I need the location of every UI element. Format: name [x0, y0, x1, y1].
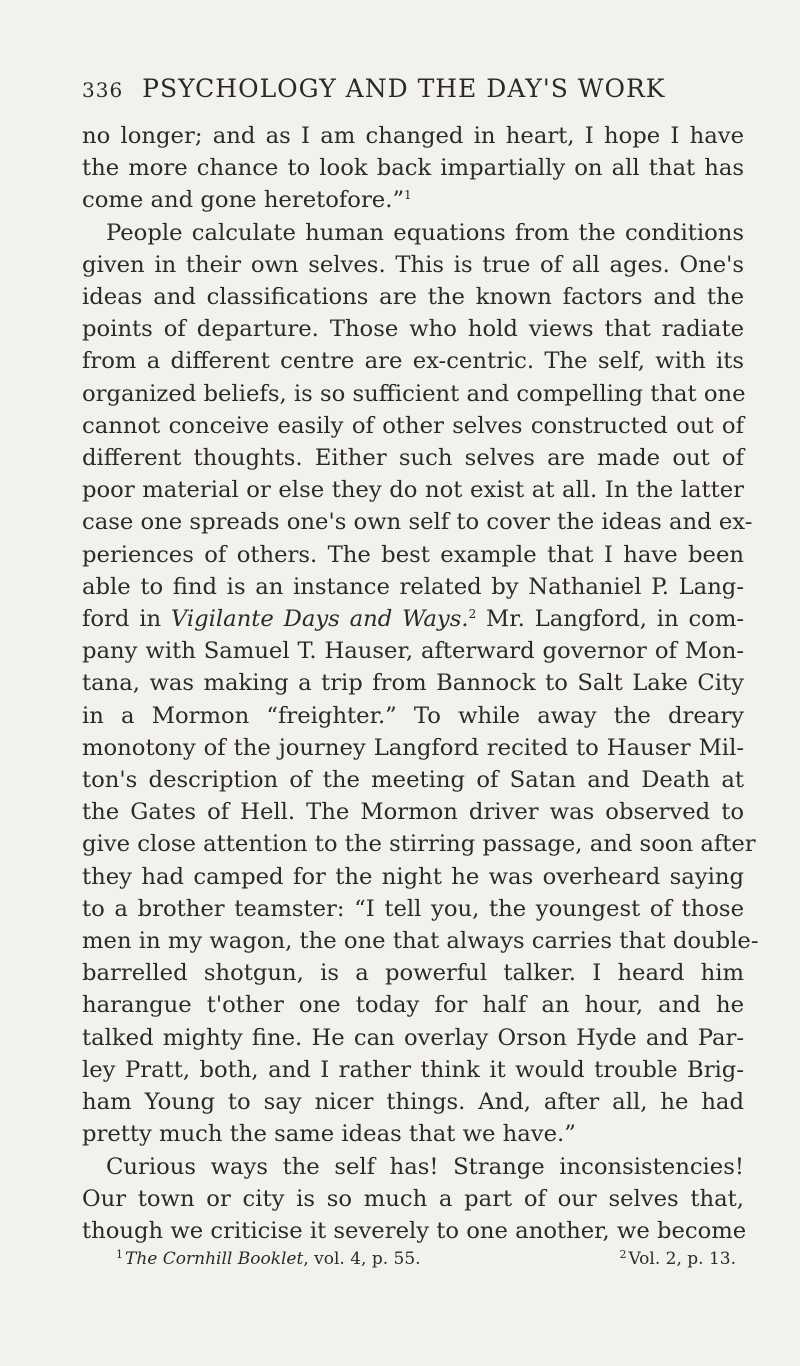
footnotes [82, 1247, 744, 1271]
text-line: different thoughts. Either such selves are made out of [82, 445, 744, 472]
text-line: able to find is an instance related by Nathaniel P. Lang- [82, 573, 744, 600]
text-line: men in my wagon, the one that always carries that double- [82, 928, 759, 955]
text-line: poor material or else they do not exist at all. In the latter [82, 477, 744, 504]
text-line: they had camped for the night he was overheard saying [82, 863, 744, 890]
text-line: to a brother teamster: “I tell you, the youngest of those [82, 895, 744, 922]
footnote-mark: 1 [116, 1248, 123, 1262]
text-line: monotony of the journey Langford recited to Hauser Mil- [82, 734, 744, 761]
text-line: points of departure. Those who hold views that radiate [82, 316, 744, 343]
text-line: the more chance to look back impartially on all that has [82, 155, 744, 182]
body-text [82, 120, 759, 1247]
running-header [82, 74, 744, 120]
paragraph [82, 217, 759, 1151]
text-line: come and gone heretofore.”$^1$ [82, 187, 412, 214]
text-line: the Gates of Hell. The Mormon driver was observed to [82, 799, 744, 826]
text-line: ford in Vigilante Days and Ways.$^2$ Mr. Langford, in com- [82, 606, 744, 633]
text-line: pretty much the same ideas that we have.” [82, 1121, 576, 1148]
text-line: give close attention to the stirring passage, and soon after [82, 831, 756, 858]
text-line: ley Pratt, both, and I rather think it would trouble Brig- [82, 1056, 744, 1083]
text-line: harangue t'other one today for half an hour, and he [82, 992, 744, 1019]
book-page [82, 74, 759, 1271]
text-line: ideas and classifications are the known factors and the [82, 284, 744, 311]
text-line: Our town or city is so much a part of our selves that, [82, 1185, 744, 1212]
text-line: ton's description of the meeting of Satan and Death at [82, 767, 744, 794]
footnote-ref: 2 [468, 607, 477, 622]
text-line: People calculate human equations from the conditions [106, 219, 744, 246]
text-line: barrelled shotgun, is a powerful talker. I heard him [82, 960, 744, 987]
running-title: PSYCHOLOGY AND THE DAY'S WORK [142, 74, 666, 103]
text-line: given in their own selves. This is true of all ages. One's [82, 251, 744, 278]
text-line: tana, was making a trip from Bannock to Salt Lake City [82, 670, 744, 697]
text-line: talked mighty fine. He can overlay Orson Hyde and Par- [82, 1024, 744, 1051]
text-line: cannot conceive easily of other selves constructed out of [82, 412, 744, 439]
book-title: Vigilante Days and Ways. [170, 606, 469, 633]
footnote-source-title: The Cornhill Booklet [125, 1249, 304, 1270]
footnote-2: $^2$ Vol. 2, p. 13. [619, 1248, 736, 1270]
text-line: from a different centre are ex-centric. The self, with its [82, 348, 744, 375]
page-number: 336 [82, 78, 124, 102]
text-line: pany with Samuel T. Hauser, afterward governor of Mon- [82, 638, 744, 665]
footnote-1: $^1$ The Cornhill Booklet, vol. 4, p. 55. [116, 1248, 421, 1270]
text-line: Curious ways the self has! Strange inconsistencies! [106, 1153, 744, 1180]
footnote-ref: 1 [404, 188, 412, 203]
text-line: organized beliefs, is so sufficient and compelling that one [82, 380, 746, 407]
text-line: no longer; and as I am changed in heart, I hope I have [82, 123, 744, 149]
text-line: periences of others. The best example that I have been [82, 541, 744, 568]
footnote-mark: 2 [619, 1248, 627, 1262]
text-line: case one spreads one's own self to cover the ideas and ex- [82, 509, 753, 536]
text-line: in a Mormon “freighter.” To while away the dreary [82, 702, 744, 729]
paragraph [82, 120, 744, 217]
paragraph [82, 1151, 747, 1248]
text-line: though we criticise it severely to one another, we become [82, 1217, 747, 1244]
text-line: ham Young to say nicer things. And, after all, he had [82, 1089, 744, 1116]
